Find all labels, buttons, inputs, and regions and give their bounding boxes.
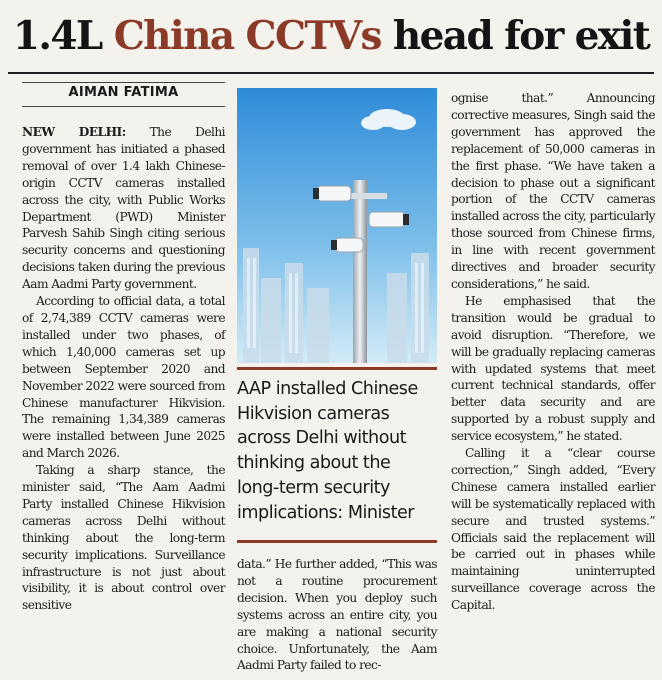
article-paragraph: He emphasised that the transition would be gradual to avoid disruption. “Therefore, we will be gradually replacing cameras with updated systems that meet current technical standards, offer better data security and are supported by a robust supply and service ecosystem,” he stated. xyxy=(451,293,655,444)
article-column-1 xyxy=(22,124,225,614)
pull-quote-line: thinking about the xyxy=(237,453,391,474)
article-paragraph: According to official data, a total of 2,74,389 CCTV cameras were installed under two phases, of which 1,40,000 cameras set up between September 2020 and November 2022 were sourced from Chinese manufacturer Hikvision. The remaining 1,34,389 cameras were installed between June 2025 and March 2026. xyxy=(22,294,225,461)
byline-rule-bottom xyxy=(22,106,225,107)
headline-rule xyxy=(8,72,654,74)
pull-quote-line: long-term security xyxy=(237,477,390,498)
cctv-pole-illustration xyxy=(237,88,437,363)
article-column-2 xyxy=(237,556,437,674)
headline-part-3: head for exit xyxy=(380,13,650,59)
article-paragraph: ognise that.” Announcing corrective measures, Singh said the government has approved the replacement of 50,000 cameras in the first phase. “We have taken a decision to phase out a significant portion of the CCTV cameras installed across the city, particularly those sourced from Chinese firms, in line with recent government directives and broader security considerations,” he said. xyxy=(451,91,655,291)
pull-quote-rule-bottom xyxy=(237,540,437,543)
article-paragraph: data.” He further added, “This was not a routine procurement decision. When you deploy such systems across an entire city, you are making a national security choice. Unfortunately, the Aam Aadmi Party failed to rec- xyxy=(237,557,437,673)
cctv-photo xyxy=(237,88,437,363)
headline xyxy=(0,2,662,70)
pull-quote-line: Hikvision cameras xyxy=(237,403,390,424)
article-paragraph: Taking a sharp stance, the minister said, “The Aam Aadmi Party installed Chinese Hikvision cameras across Delhi without thinking about the long-term security implications. Surveillance infrastructure is not just about visibility, it is about control over sensitive xyxy=(22,463,225,613)
cctv-camera-left xyxy=(313,186,351,201)
article-paragraph: Calling it a “clear course correction,” Singh added, “Every Chinese camera installed earlier will be systematically replaced with secure and trusted systems.” Officials said the replacement will be carried out in phases while maintaining uninterrupted surveillance coverage across the Capital. xyxy=(451,446,655,613)
byline: AIMAN FATIMA xyxy=(68,85,179,100)
headline-part-china-cctvs: China CCTVs xyxy=(113,13,381,59)
paragraph-text: The Delhi government has initiated a phased removal of over 1.4 lakh Chinese-origin CCTV cameras installed across the city, with Public Works Department (PWD) Minister Parvesh Sahib Singh citing serious security concerns and questioning decisions taken during the previous Aam Aadmi Party government. xyxy=(22,125,225,292)
byline-rule-top xyxy=(22,82,225,83)
pull-quote xyxy=(237,377,437,525)
cctv-camera-lower xyxy=(331,238,363,252)
pull-quote-rule-top xyxy=(237,367,437,370)
article-column-3 xyxy=(451,90,655,614)
headline-part-1: 1.4L xyxy=(12,13,114,59)
pull-quote-line: across Delhi without xyxy=(237,428,407,449)
pull-quote-line: AAP installed Chinese xyxy=(237,379,418,399)
camera-pole xyxy=(353,180,367,363)
pull-quote-line: implications: Minister xyxy=(237,502,415,523)
dateline: NEW DELHI: xyxy=(22,125,126,139)
article-paragraph xyxy=(22,124,225,293)
cctv-camera-right xyxy=(369,212,409,227)
